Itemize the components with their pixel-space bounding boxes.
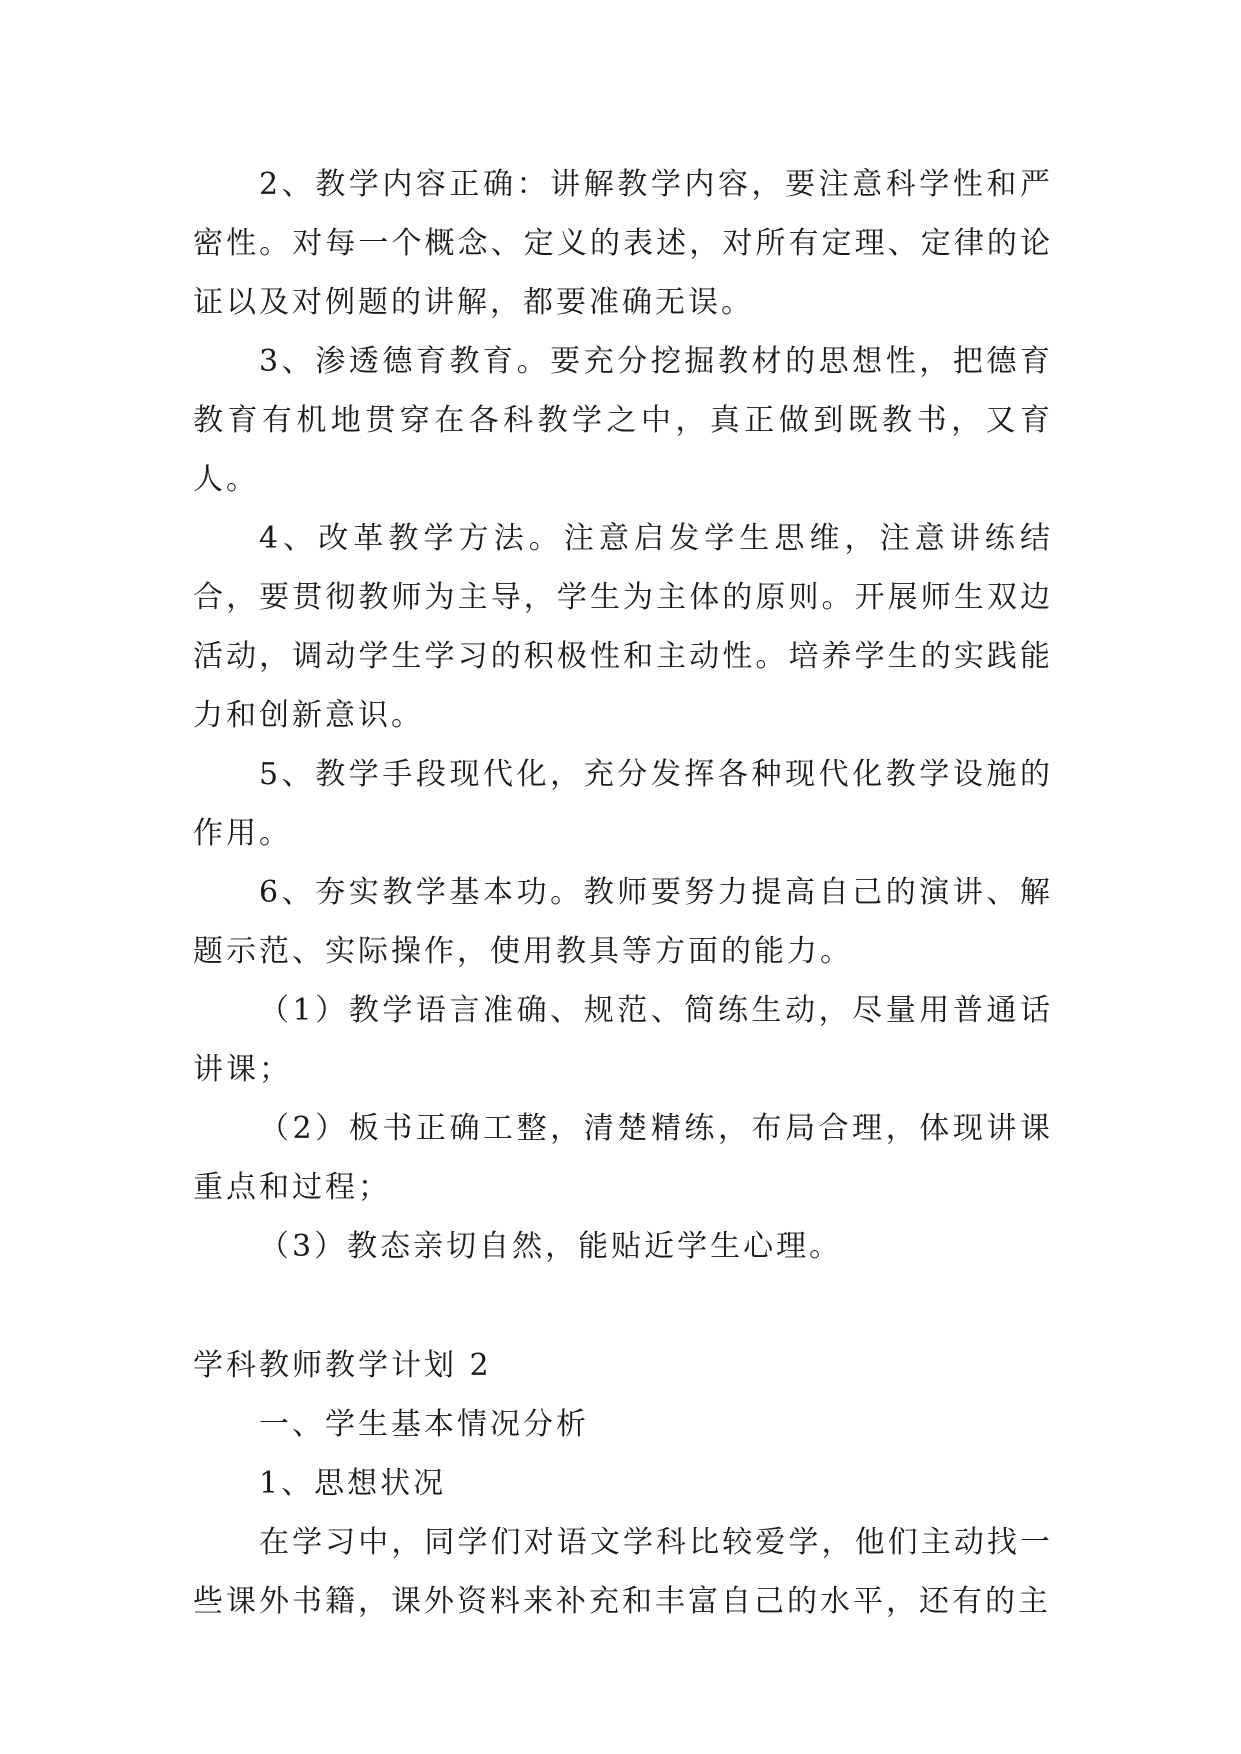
paragraph-moral-education: 3、渗透德育教育。要充分挖掘教材的思想性，把德育教育有机地贯穿在各科教学之中，真正做到既教书，又育人。	[193, 344, 1053, 497]
paragraph-sub-item-2: （2）板书正确工整，清楚精练，布局合理，体现讲课重点和过程；	[193, 1111, 1053, 1205]
paragraph-teaching-content: 2、教学内容正确：讲解教学内容，要注意科学性和严密性。对每一个概念、定义的表述，对所有定理、定律的论证以及对例题的讲解，都要准确无误。	[193, 167, 1053, 320]
paragraph-basic-skills: 6、夯实教学基本功。教师要努力提高自己的演讲、解题示范、实际操作，使用教具等方面的能力。	[193, 875, 1053, 969]
paragraph-sub-item-1: （1）教学语言准确、规范、简练生动，尽量用普通话讲课；	[193, 993, 1053, 1087]
paragraph-modern-means: 5、教学手段现代化，充分发挥各种现代化教学设施的作用。	[193, 757, 1053, 851]
document-body	[193, 155, 1053, 1631]
heading-thought-status: 1、思想状况	[259, 1466, 447, 1501]
paragraph-teaching-methods: 4、改革教学方法。注意启发学生思维，注意讲练结合，要贯彻教师为主导，学生为主体的原则。开展师生双边活动，调动学生学习的积极性和主动性。培养学生的实践能力和创新意识。	[193, 521, 1053, 733]
heading-student-analysis: 一、学生基本情况分析	[259, 1407, 589, 1442]
paragraph-learning-status: 在学习中，同学们对语文学科比较爱学，他们主动找一些课外书籍，课外资料来补充和丰富自己的水平，还有的主	[193, 1525, 1053, 1619]
section-title: 学科教师教学计划 2	[193, 1348, 492, 1383]
section-spacer	[193, 1276, 1053, 1336]
paragraph-sub-item-3: （3）教态亲切自然，能贴近学生心理。	[259, 1229, 843, 1264]
